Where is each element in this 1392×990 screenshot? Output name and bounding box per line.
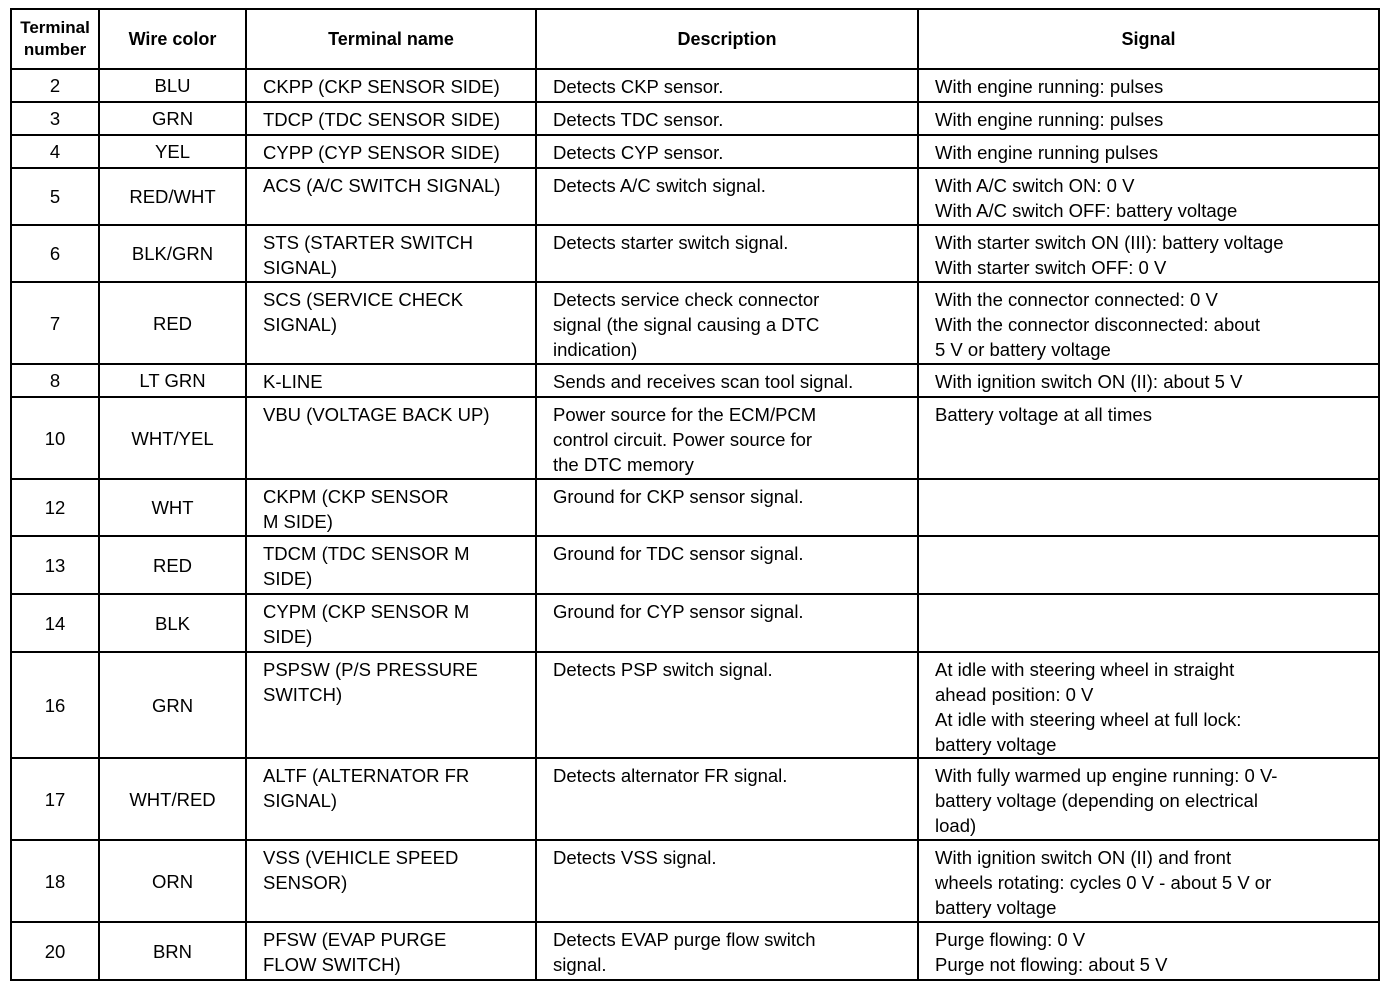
terminal-number-cell: 6 xyxy=(11,225,99,282)
description-cell: Detects CYP sensor. xyxy=(536,135,918,168)
terminal-number-cell: 5 xyxy=(11,168,99,225)
header-terminal-number: Terminal number xyxy=(11,9,99,69)
signal-cell: With engine running pulses xyxy=(918,135,1379,168)
terminal-name-cell: TDCM (TDC SENSOR M SIDE) xyxy=(246,536,536,594)
terminal-number-cell: 2 xyxy=(11,69,99,102)
terminal-name-cell: STS (STARTER SWITCH SIGNAL) xyxy=(246,225,536,282)
header-signal: Signal xyxy=(918,9,1379,69)
terminal-table xyxy=(10,8,1380,981)
description-cell: Detects TDC sensor. xyxy=(536,102,918,135)
signal-cell xyxy=(918,479,1379,536)
wire-color-cell: BLK xyxy=(99,594,246,652)
header-terminal-name: Terminal name xyxy=(246,9,536,69)
signal-cell: With engine running: pulses xyxy=(918,102,1379,135)
wire-color-cell: RED xyxy=(99,282,246,364)
table-row xyxy=(11,135,1379,168)
terminal-name-cell: K-LINE xyxy=(246,364,536,397)
signal-cell: With A/C switch ON: 0 V With A/C switch OFF: battery voltage xyxy=(918,168,1379,225)
table-row xyxy=(11,69,1379,102)
wire-color-cell: BRN xyxy=(99,922,246,980)
wire-color-cell: BLK/GRN xyxy=(99,225,246,282)
terminal-number-cell: 14 xyxy=(11,594,99,652)
description-cell: Detects starter switch signal. xyxy=(536,225,918,282)
table-row xyxy=(11,652,1379,758)
terminal-number-cell: 3 xyxy=(11,102,99,135)
header-description: Description xyxy=(536,9,918,69)
terminal-number-cell: 16 xyxy=(11,652,99,758)
terminal-name-cell: CKPM (CKP SENSOR M SIDE) xyxy=(246,479,536,536)
terminal-name-cell: ALTF (ALTERNATOR FR SIGNAL) xyxy=(246,758,536,840)
signal-cell: With fully warmed up engine running: 0 V- battery voltage (depending on electrical load) xyxy=(918,758,1379,840)
terminal-number-cell: 8 xyxy=(11,364,99,397)
table-row xyxy=(11,225,1379,282)
description-cell: Ground for CYP sensor signal. xyxy=(536,594,918,652)
description-cell: Detects alternator FR signal. xyxy=(536,758,918,840)
wire-color-cell: GRN xyxy=(99,102,246,135)
table-body xyxy=(11,69,1379,980)
terminal-number-cell: 10 xyxy=(11,397,99,479)
terminal-name-cell: CYPM (CKP SENSOR M SIDE) xyxy=(246,594,536,652)
terminal-number-cell: 20 xyxy=(11,922,99,980)
wire-color-cell: WHT xyxy=(99,479,246,536)
terminal-name-cell: SCS (SERVICE CHECK SIGNAL) xyxy=(246,282,536,364)
table-row xyxy=(11,536,1379,594)
signal-cell: Purge flowing: 0 V Purge not flowing: about 5 V xyxy=(918,922,1379,980)
terminal-name-cell: TDCP (TDC SENSOR SIDE) xyxy=(246,102,536,135)
terminal-number-cell: 13 xyxy=(11,536,99,594)
description-cell: Sends and receives scan tool signal. xyxy=(536,364,918,397)
table-row xyxy=(11,282,1379,364)
wire-color-cell: GRN xyxy=(99,652,246,758)
table-row xyxy=(11,479,1379,536)
terminal-number-cell: 18 xyxy=(11,840,99,922)
description-cell: Detects EVAP purge flow switch signal. xyxy=(536,922,918,980)
table-row xyxy=(11,758,1379,840)
table-row xyxy=(11,922,1379,980)
table-header xyxy=(11,9,1379,69)
description-cell: Detects PSP switch signal. xyxy=(536,652,918,758)
wire-color-cell: WHT/YEL xyxy=(99,397,246,479)
signal-cell: Battery voltage at all times xyxy=(918,397,1379,479)
wire-color-cell: RED xyxy=(99,536,246,594)
table-row xyxy=(11,102,1379,135)
signal-cell: With ignition switch ON (II) and front wheels rotating: cycles 0 V - about 5 V or battery voltage xyxy=(918,840,1379,922)
terminal-name-cell: PSPSW (P/S PRESSURE SWITCH) xyxy=(246,652,536,758)
terminal-name-cell: VSS (VEHICLE SPEED SENSOR) xyxy=(246,840,536,922)
wire-color-cell: RED/WHT xyxy=(99,168,246,225)
signal-cell xyxy=(918,594,1379,652)
terminal-name-cell: PFSW (EVAP PURGE FLOW SWITCH) xyxy=(246,922,536,980)
table-row xyxy=(11,397,1379,479)
table-row xyxy=(11,364,1379,397)
terminal-number-cell: 12 xyxy=(11,479,99,536)
terminal-name-cell: VBU (VOLTAGE BACK UP) xyxy=(246,397,536,479)
description-cell: Detects service check connector signal (the signal causing a DTC indication) xyxy=(536,282,918,364)
table-row xyxy=(11,594,1379,652)
description-cell: Detects CKP sensor. xyxy=(536,69,918,102)
terminal-name-cell: ACS (A/C SWITCH SIGNAL) xyxy=(246,168,536,225)
terminal-number-cell: 17 xyxy=(11,758,99,840)
table-row xyxy=(11,840,1379,922)
table-row xyxy=(11,168,1379,225)
wire-color-cell: YEL xyxy=(99,135,246,168)
wire-color-cell: BLU xyxy=(99,69,246,102)
signal-cell: With ignition switch ON (II): about 5 V xyxy=(918,364,1379,397)
header-wire-color: Wire color xyxy=(99,9,246,69)
description-cell: Power source for the ECM/PCM control circuit. Power source for the DTC memory xyxy=(536,397,918,479)
description-cell: Detects VSS signal. xyxy=(536,840,918,922)
header-row xyxy=(11,9,1379,69)
signal-cell: With the connector connected: 0 V With the connector disconnected: about 5 V or battery voltage xyxy=(918,282,1379,364)
terminal-number-cell: 7 xyxy=(11,282,99,364)
signal-cell: At idle with steering wheel in straight ahead position: 0 V At idle with steering wheel at full lock: battery voltage xyxy=(918,652,1379,758)
wire-color-cell: ORN xyxy=(99,840,246,922)
signal-cell: With engine running: pulses xyxy=(918,69,1379,102)
description-cell: Detects A/C switch signal. xyxy=(536,168,918,225)
terminal-table-page xyxy=(10,8,1378,984)
terminal-name-cell: CYPP (CYP SENSOR SIDE) xyxy=(246,135,536,168)
description-cell: Ground for CKP sensor signal. xyxy=(536,479,918,536)
wire-color-cell: WHT/RED xyxy=(99,758,246,840)
terminal-number-cell: 4 xyxy=(11,135,99,168)
description-cell: Ground for TDC sensor signal. xyxy=(536,536,918,594)
signal-cell xyxy=(918,536,1379,594)
signal-cell: With starter switch ON (III): battery voltage With starter switch OFF: 0 V xyxy=(918,225,1379,282)
wire-color-cell: LT GRN xyxy=(99,364,246,397)
terminal-name-cell: CKPP (CKP SENSOR SIDE) xyxy=(246,69,536,102)
